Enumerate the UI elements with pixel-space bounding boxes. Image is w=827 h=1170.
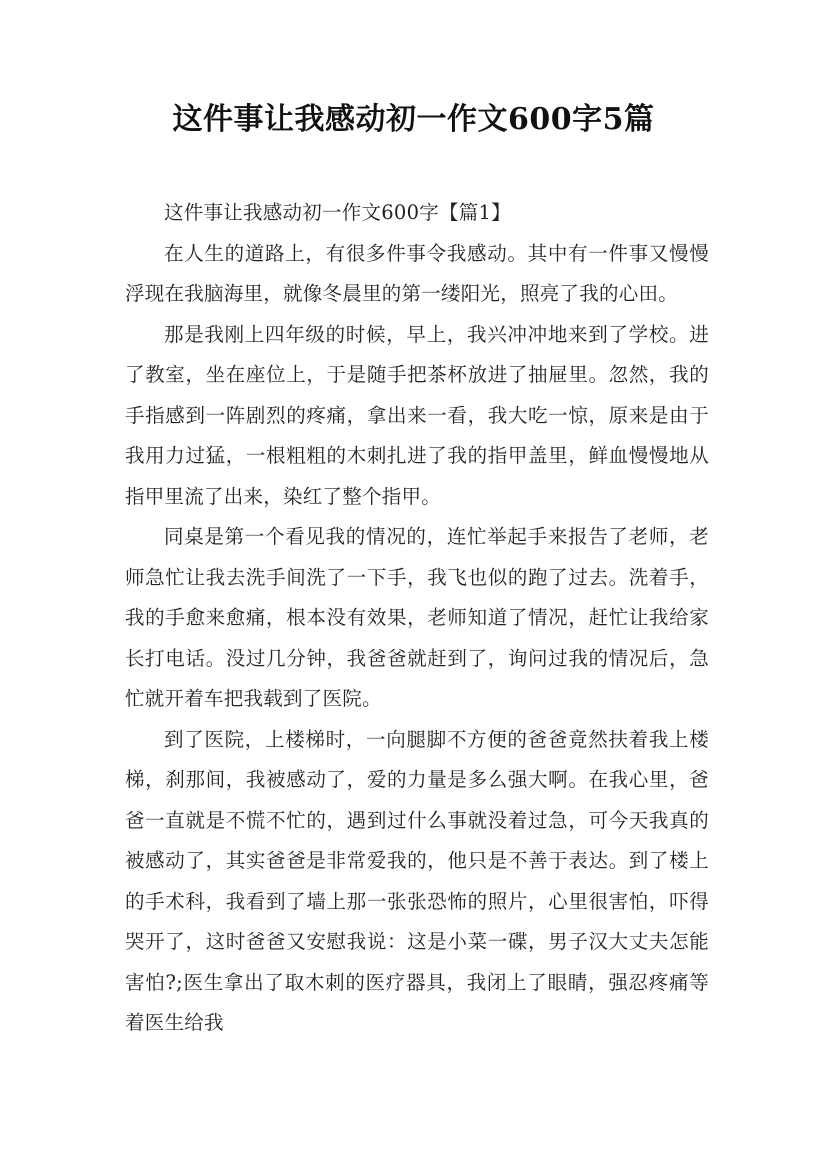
paragraph-3: 同桌是第一个看见我的情况的，连忙举起手来报告了老师，老师急忙让我去洗手间洗了一下手，我飞也似的跑了过去。洗着手，我的手愈来愈痛，根本没有效果，老师知道了情况，赶忙让我给家长打电话。没过几分钟，我爸爸就赶到了，询问过我的情况后，急忙就开着车把我载到了医院。 <box>125 525 709 710</box>
document-body <box>125 193 709 1044</box>
paragraph-2: 那是我刚上四年级的时候，早上，我兴冲冲地来到了学校。进了教室，坐在座位上，于是随手把茶杯放进了抽屉里。忽然，我的手指感到一阵剧烈的疼痛，拿出来一看，我大吃一惊，原来是由于我用力过猛，一根粗粗的木刺扎进了我的指甲盖里，鲜血慢慢地从指甲里流了出来，染红了整个指甲。 <box>125 322 709 508</box>
paragraph-1: 在人生的道路上，有很多件事令我感动。其中有一件事又慢慢浮现在我脑海里，就像冬晨里的第一缕阳光，照亮了我的心田。 <box>125 241 709 305</box>
section-heading: 这件事让我感动初一作文600字【篇1】 <box>164 201 511 224</box>
document-title: 这件事让我感动初一作文600字5篇 <box>172 102 655 137</box>
paragraph-4: 到了医院，上楼梯时，一向腿脚不方便的爸爸竟然扶着我上楼梯，刹那间，我被感动了，爱的力量是多么强大啊。在我心里，爸爸一直就是不慌不忙的，遇到过什么事就没着过急，可今天我真的被感动了，其实爸爸是非常爱我的，他只是不善于表达。到了楼上的手术科，我看到了墙上那一张张恐怖的照片，心里很害怕，吓得哭开了，这时爸爸又安慰我说：这是小菜一碟，男子汉大丈夫怎能害怕?;医生拿出了取木刺的医疗器具，我闭上了眼睛，强忍疼痛等着医生给我 <box>125 727 709 1034</box>
